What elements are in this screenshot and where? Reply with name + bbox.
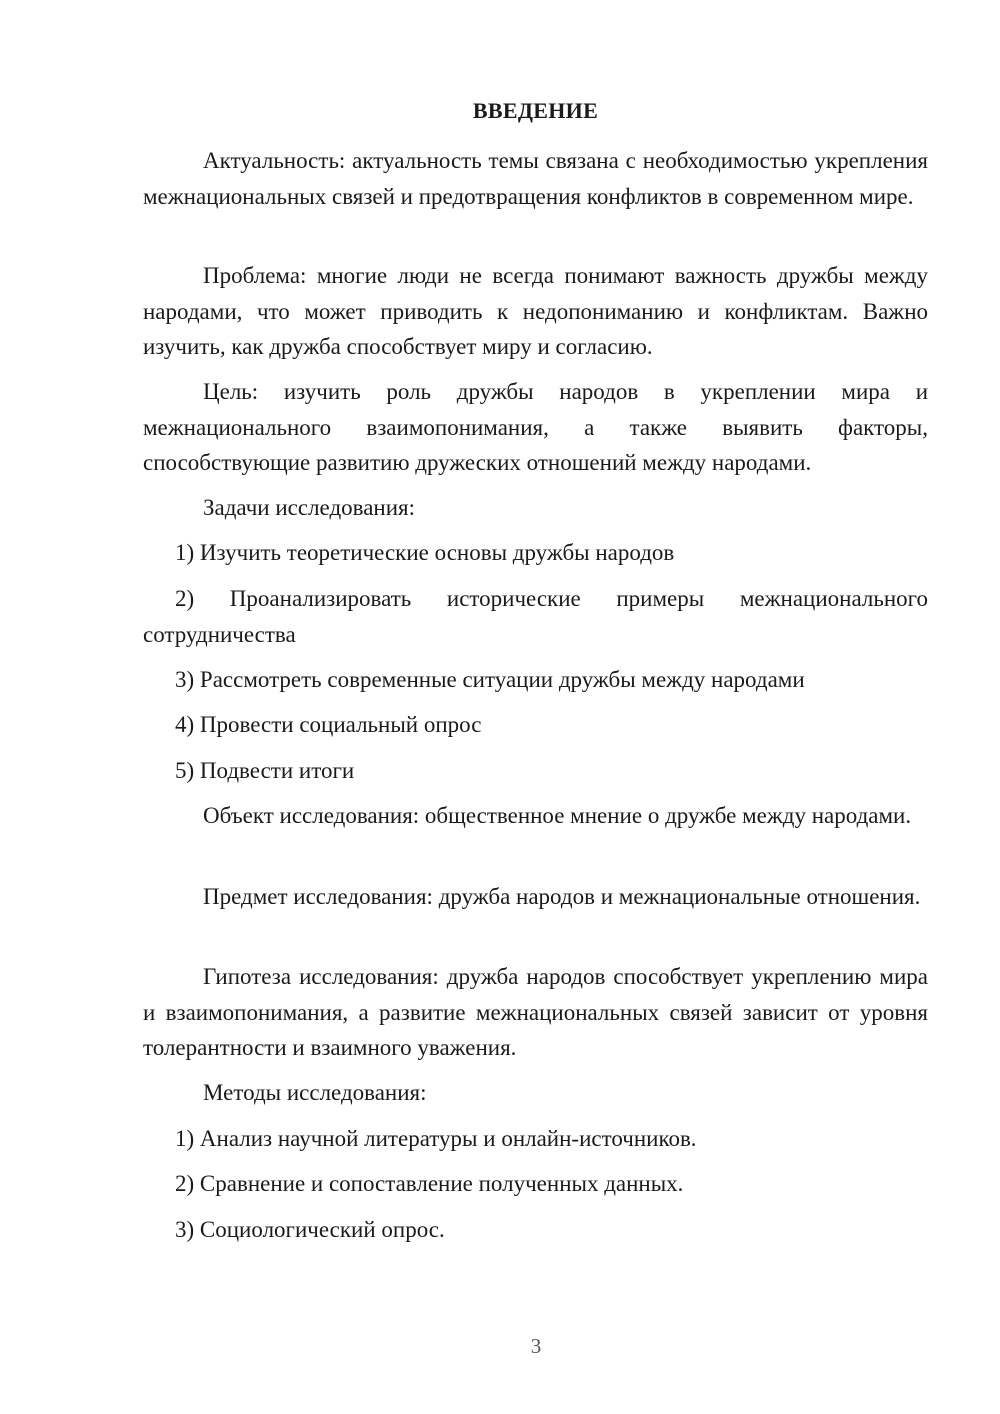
method-item: 2) Сравнение и сопоставление полученных данных.: [175, 1171, 684, 1196]
methods-heading: Методы исследования:: [203, 1080, 427, 1105]
task-item: 2) Проанализировать исторические примеры межнационального сотрудничества: [143, 586, 928, 647]
task-item: 1) Изучить теоретические основы дружбы народов: [175, 540, 675, 565]
paragraph-relevance: Актуальность: актуальность темы связана с необходимостью укрепления межнациональных связей и предотвращения конфликтов в современном мире.: [143, 148, 928, 209]
method-item: 1) Анализ научной литературы и онлайн-источников.: [175, 1126, 697, 1151]
paragraph-problem: Проблема: многие люди не всегда понимают важность дружбы между народами, что может приводить к недопониманию и конфликтам. Важно изучить, как дружба способствует миру и согласию.: [143, 263, 928, 359]
task-item: 5) Подвести итоги: [175, 758, 355, 783]
paragraph-goal: Цель: изучить роль дружбы народов в укреплении мира и межнационального взаимопонимания, а также выявить факторы, способствующие развитию дружеских отношений между народами.: [143, 379, 928, 475]
paragraph-subject: Предмет исследования: дружба народов и межнациональные отношения.: [203, 884, 921, 909]
section-title: ВВЕДЕНИЕ: [472, 98, 599, 123]
tasks-heading: Задачи исследования:: [203, 495, 416, 520]
paragraph-object: Объект исследования: общественное мнение о дружбе между народами.: [203, 803, 912, 828]
task-item: 3) Рассмотреть современные ситуации дружбы между народами: [175, 667, 805, 692]
paragraph-hypothesis: Гипотеза исследования: дружба народов способствует укреплению мира и взаимопонимания, а развитие межнациональных связей зависит от уровня толерантности и взаимного уважения.: [143, 964, 928, 1060]
page-number: 3: [530, 1334, 542, 1358]
method-item: 3) Социологический опрос.: [175, 1217, 445, 1242]
task-item: 4) Провести социальный опрос: [175, 712, 482, 737]
